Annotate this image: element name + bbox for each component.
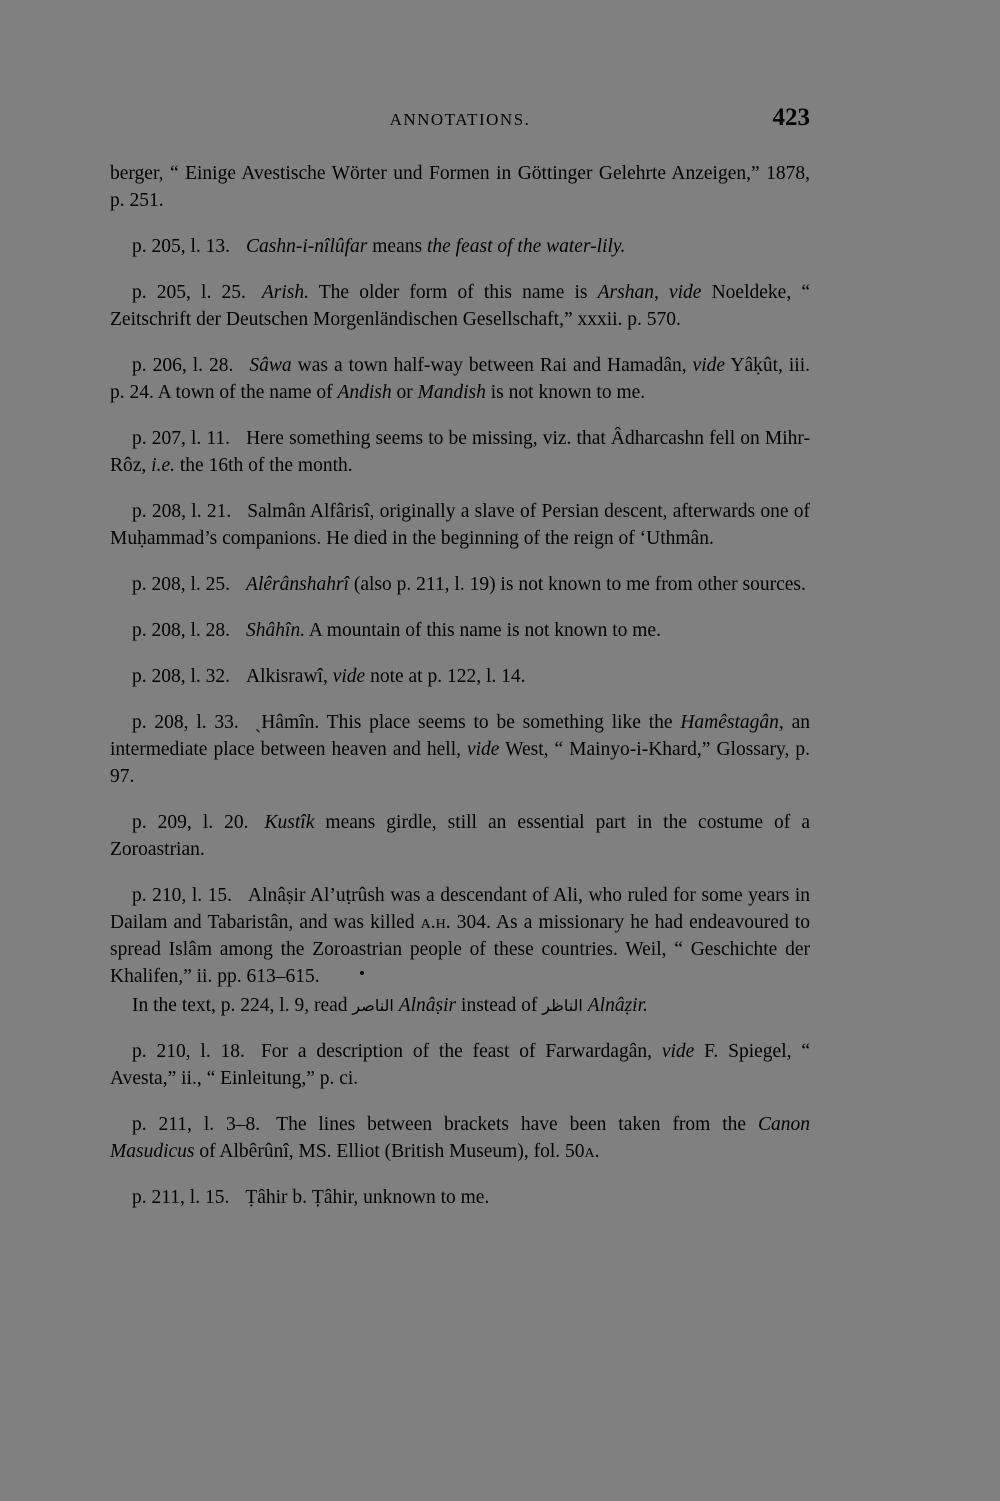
annotation-text: was a town half-way between Rai and Hamadân,: [291, 355, 693, 376]
annotation-text: Salmân Alfârisî, originally a slave of Persian descent, afterwards one of Muḥammad’s companions. He died in the beginning of the reign of ‘Uthmân.: [110, 501, 811, 549]
annotation-text: A mountain of this name is not known to me.: [305, 620, 661, 641]
annotation-entry: [110, 233, 810, 260]
annotation-entry: [110, 279, 810, 333]
annotation-text: The lines between brackets have been taken from the: [276, 1114, 758, 1135]
annotation-text: 304. As a missionary he had endeavoured to spread Islâm among the Zoroastrian people of these countries. Weil, “ Geschichte der Khalifen,” ii. pp. 613–615.: [110, 912, 810, 987]
italic-phrase: vide: [661, 1041, 695, 1062]
annotation-text: Noeldeke, “ Zeitschrift der Deutschen Morgenländischen Gesellschaft,” xxxii. p. 570.: [110, 282, 810, 330]
annotation-text: is not known to me.: [485, 382, 646, 403]
annotation-text: (also p. 211, l. 19) is not known to me from other sources.: [348, 574, 806, 595]
annotation-text: The older form of this name is: [308, 282, 598, 303]
italic-phrase: Andish: [337, 382, 392, 403]
reference-label: p. 211, l. 15.: [132, 1187, 230, 1208]
annotation-entry: [110, 1111, 810, 1165]
italic-phrase: Alnâṣir: [398, 995, 457, 1016]
running-head: [110, 100, 810, 140]
reference-label: p. 205, l. 25.: [132, 282, 246, 303]
italic-term: Kustîk: [264, 812, 315, 833]
annotation-continuation: [110, 160, 810, 214]
annotation-text: Here something seems to be missing, viz. that Âdharcashn fell on Mihr-Rôz,: [110, 428, 810, 476]
annotation-entry: [110, 425, 810, 479]
italic-term: Arish.: [261, 282, 309, 303]
italic-phrase: i.e.: [151, 455, 175, 476]
annotation-text: means girdle, still an essential part in the costume of a Zoroastrian.: [110, 812, 810, 860]
reference-label: p. 205, l. 13.: [132, 236, 231, 257]
reference-label: p. 208, l. 32.: [132, 666, 231, 687]
annotation-entry: [110, 352, 810, 406]
annotation-text: Ṭâhir b. Ṭâhir, unknown to me.: [245, 1187, 490, 1208]
book-page: [110, 100, 810, 1211]
annotation-entry: [110, 498, 810, 552]
annotation-entry: [110, 709, 810, 790]
annotation-text: Yâḳût, iii. p. 24. A town of the name of: [110, 355, 811, 403]
reference-label: p. 210, l. 15.: [132, 885, 233, 906]
annotation-entry: [110, 992, 810, 1019]
annotation-text: F. Spiegel, “ Avesta,” ii., “ Einleitung,” p. ci.: [110, 1041, 810, 1089]
italic-phrase: Mandish: [417, 382, 486, 403]
italic-term: Cashn-i-nîlûfar: [246, 236, 368, 257]
annotation-text: ˎHâmîn. This place seems to be something like the: [254, 712, 681, 733]
annotation-text: note at p. 122, l. 14.: [365, 666, 526, 687]
annotation-text: the 16th of the month.: [175, 455, 353, 476]
annotation-text: berger, “ Einige Avestische Wörter und Formen in Göttinger Gelehrte Anzeigen,” 1878, p. 251.: [110, 163, 810, 211]
annotation-entry: [110, 663, 810, 690]
annotation-text: means: [367, 236, 427, 257]
running-head-title: ANNOTATIONS.: [389, 110, 531, 129]
annotation-entry: [110, 882, 810, 990]
reference-label: p. 208, l. 21.: [132, 501, 232, 522]
annotation-text: of Albêrûnî, MS. Elliot (British Museum), fol. 50: [194, 1141, 585, 1162]
italic-term: Shâhîn.: [246, 620, 306, 641]
annotation-entry: [110, 571, 810, 598]
annotation-text: Alkisrawî,: [246, 666, 333, 687]
italic-phrase: Hamêstagân,: [680, 712, 784, 733]
annotation-text: an intermediate place between heaven and hell,: [110, 712, 810, 760]
italic-term: Alêrânshahrî: [246, 574, 349, 595]
italic-phrase: the feast of the water-lily.: [426, 236, 626, 257]
annotation-text: or: [391, 382, 418, 403]
arabic-word: الناظر: [542, 996, 583, 1015]
annotation-text: In the text, p. 224, l. 9, read: [132, 995, 353, 1016]
annotation-entry: [110, 1038, 810, 1092]
annotation-text: instead of: [456, 995, 543, 1016]
reference-label: p. 210, l. 18.: [132, 1041, 245, 1062]
annotation-text: West, “ Mainyo-i-Khard,” Glossary, p. 97.: [110, 739, 810, 787]
reference-label: p. 207, l. 11.: [132, 428, 231, 449]
annotation-text: For a description of the feast of Farwardagân,: [260, 1041, 662, 1062]
italic-phrase: Alnâẓir.: [587, 995, 648, 1016]
ink-speck: [360, 971, 364, 975]
reference-label: p. 208, l. 28.: [132, 620, 231, 641]
italic-phrase: vide: [692, 355, 726, 376]
arabic-word: الناصر: [352, 996, 394, 1015]
annotation-text: Alnâṣir Al’uṭrûsh was a descendant of Ali, who ruled for some years in Dailam and Tabaristân, and was killed: [110, 885, 811, 933]
annotation-entry: [110, 809, 810, 863]
page-number: 423: [772, 104, 810, 131]
era-abbreviation: a.h.: [420, 912, 451, 933]
italic-phrase: Arshan, vide: [597, 282, 702, 303]
folio-side: a.: [584, 1141, 600, 1162]
reference-label: p. 211, l. 3–8.: [132, 1114, 261, 1135]
reference-label: p. 208, l. 25.: [132, 574, 231, 595]
annotation-entry: [110, 617, 810, 644]
reference-label: p. 206, l. 28.: [132, 355, 234, 376]
italic-phrase: vide: [466, 739, 500, 760]
italic-term: Sâwa: [249, 355, 292, 376]
annotation-entry: [110, 1184, 810, 1211]
italic-phrase: Canon Masudicus: [110, 1114, 810, 1162]
reference-label: p. 209, l. 20.: [132, 812, 249, 833]
reference-label: p. 208, l. 33.: [132, 712, 239, 733]
italic-phrase: vide: [332, 666, 366, 687]
